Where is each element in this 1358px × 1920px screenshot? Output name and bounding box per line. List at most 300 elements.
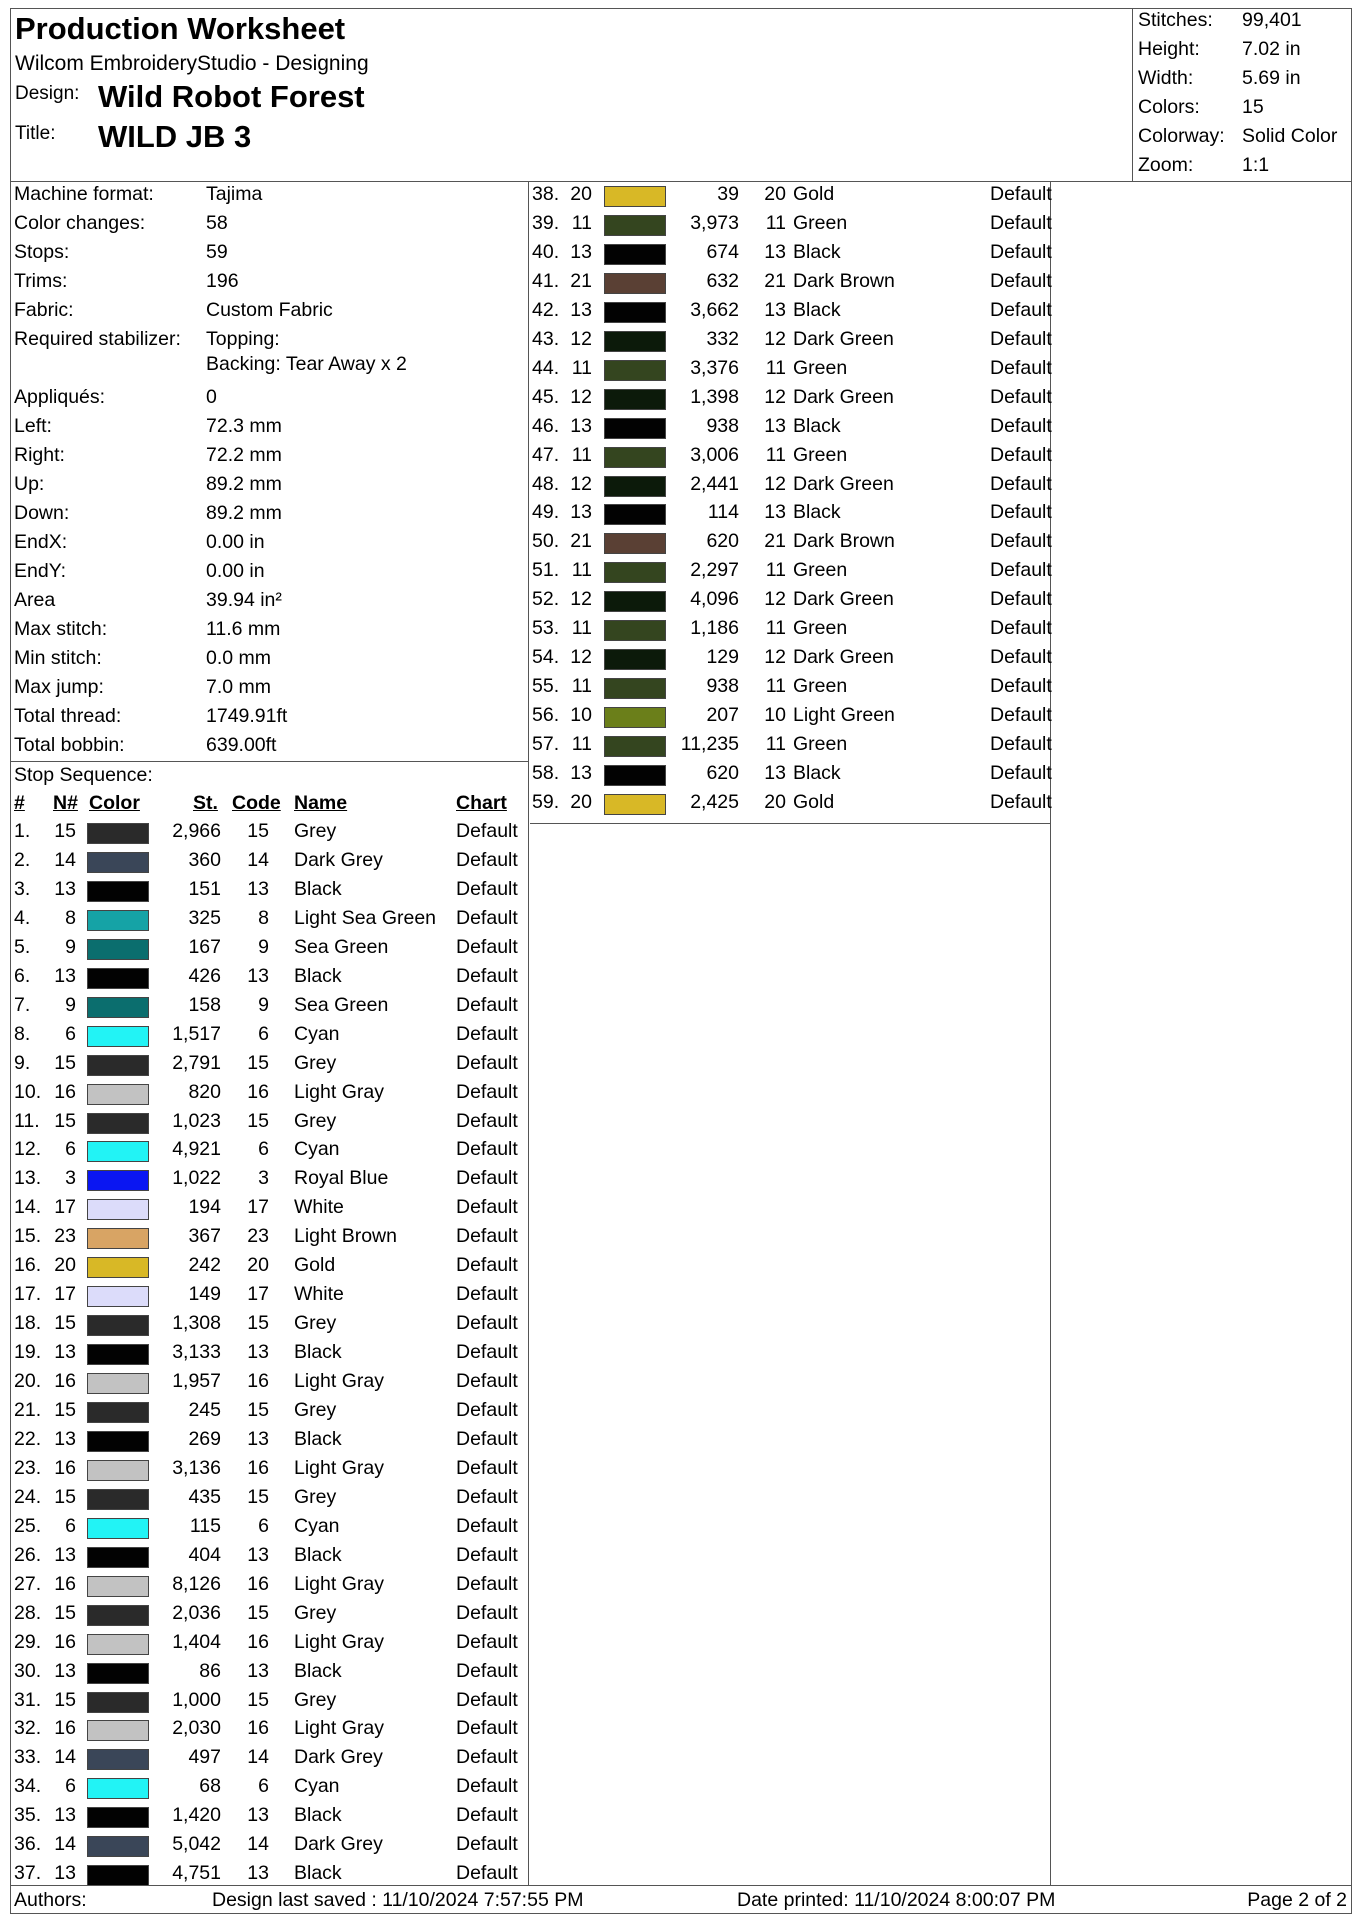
row-index: 28. [14,1601,42,1624]
row-stitches: 497 [188,1746,221,1769]
table-row [530,414,1051,443]
row-code: 15 [247,1688,269,1711]
row-color-name: Green [793,443,848,466]
row-stitches: 332 [706,327,739,350]
worksheet-footer [11,1885,1351,1914]
row-needle: 15 [54,820,76,842]
row-color-name: Dark Green [793,327,894,350]
row-needle: 21 [570,530,592,553]
row-color-name: Light Gray [294,1572,384,1595]
info-label: Area [14,589,56,611]
row-color-name: Green [793,211,848,234]
color-swatch [87,1865,149,1886]
row-chart: Default [456,935,518,958]
row-code: 13 [247,1427,269,1450]
row-index: 6. [14,964,31,987]
table-row [11,1253,529,1282]
color-swatch [87,939,149,960]
row-code: 15 [247,1109,269,1132]
row-code: 12 [764,588,786,611]
row-code: 13 [764,501,786,524]
table-row [11,848,529,877]
table-row [11,1485,529,1514]
row-index: 15. [14,1225,42,1248]
info-value: 196 [206,270,239,292]
row-color-name: Light Green [793,704,895,727]
color-swatch [87,881,149,902]
color-swatch [87,1663,149,1684]
stop-sequence-continued [530,182,1051,824]
design-label: Design: [15,83,80,104]
info-value: 7.0 mm [206,676,272,698]
color-swatch [87,1489,149,1510]
row-stitches: 115 [189,1514,221,1537]
row-index: 41. [532,269,560,292]
stat-value: 99,401 [1242,9,1302,31]
row-stitches: 674 [706,240,739,263]
table-row [11,1398,529,1427]
row-color-name: Dark Brown [793,530,895,553]
row-color-name: Green [793,617,848,640]
table-row [530,269,1051,298]
col-stitches: St. [193,792,218,814]
row-code: 14 [247,1833,269,1856]
stat-stitches [1138,9,1348,38]
row-needle: 6 [65,1022,76,1045]
row-chart: Default [990,183,1052,205]
stat-value: 5.69 in [1242,67,1301,89]
row-chart: Default [456,1659,518,1682]
table-row [11,819,529,848]
row-color-name: Grey [294,1051,337,1074]
row-color-name: Light Sea Green [294,906,437,929]
row-code: 20 [247,1254,269,1277]
row-needle: 13 [54,877,76,900]
row-code: 13 [247,1341,269,1364]
row-index: 9. [14,1051,31,1074]
row-index: 35. [14,1804,42,1827]
table-row [530,298,1051,327]
row-chart: Default [456,1225,518,1248]
row-color-name: Black [793,762,841,784]
row-needle: 11 [571,559,592,582]
row-code: 9 [258,993,269,1016]
row-code: 20 [764,183,786,205]
info-value: 0.00 in [206,531,265,553]
info-value: 59 [206,241,228,263]
table-row [11,1745,529,1774]
row-index: 54. [532,646,560,669]
row-chart: Default [456,1080,518,1103]
row-needle: 16 [54,1572,76,1595]
row-stitches: 11,235 [680,733,739,756]
row-color-name: Grey [294,1109,337,1132]
row-chart: Default [456,1283,518,1306]
table-row [530,327,1051,356]
stat-value: 1:1 [1242,154,1270,176]
table-row [11,1109,529,1138]
date-printed: Date printed: 11/10/2024 8:00:07 PM [737,1889,1056,1911]
row-stitches: 269 [188,1427,221,1450]
row-color-name: Light Gray [294,1080,384,1103]
row-color-name: Dark Green [793,588,894,611]
row-code: 12 [764,327,786,350]
table-row [11,1427,529,1456]
row-index: 43. [532,327,560,350]
row-stitches: 149 [188,1283,221,1306]
row-needle: 14 [54,848,76,871]
row-code: 11 [765,443,786,466]
row-color-name: Black [793,501,841,524]
row-stitches: 3,376 [690,356,739,379]
row-color-name: Green [793,356,848,379]
row-stitches: 5,042 [172,1833,221,1856]
row-stitches: 404 [188,1543,221,1566]
row-needle: 17 [54,1196,76,1219]
row-index: 20. [14,1370,42,1393]
row-chart: Default [456,1717,518,1740]
row-needle: 11 [571,733,592,756]
row-chart: Default [456,1341,518,1364]
row-index: 39. [532,211,560,234]
row-index: 40. [532,240,560,263]
color-swatch [604,273,666,294]
row-chart: Default [456,1601,518,1624]
col-chart: Chart [456,792,507,814]
row-index: 29. [14,1630,42,1653]
info-value: 39.94 in² [206,589,282,611]
row-code: 23 [247,1225,269,1248]
info-value: 1749.91ft [206,705,288,727]
row-needle: 13 [54,1804,76,1827]
color-swatch [87,1373,149,1394]
row-color-name: Grey [294,1485,337,1508]
info-label: Right: [14,444,65,466]
row-needle: 20 [54,1254,76,1277]
info-label: Fabric: [14,299,74,321]
application-name: Wilcom EmbroideryStudio - Designing [15,52,369,75]
row-index: 19. [14,1341,42,1364]
row-color-name: White [294,1196,344,1219]
row-index: 23. [14,1456,42,1479]
info-value: 0.0 mm [206,647,272,669]
row-needle: 12 [570,327,592,350]
row-needle: 16 [54,1456,76,1479]
empty-column [530,824,1051,1885]
info-label: Trims: [14,270,68,292]
info-value: 89.2 mm [206,502,282,524]
row-stitches: 3,662 [690,298,739,321]
row-index: 49. [532,501,560,524]
info-label: Total bobbin: [14,734,125,756]
color-swatch [604,331,666,352]
row-code: 13 [247,877,269,900]
table-row [530,645,1051,674]
row-code: 12 [764,472,786,495]
color-swatch [87,910,149,931]
color-swatch [87,1170,149,1191]
row-index: 51. [532,559,560,582]
row-chart: Default [456,1833,518,1856]
row-index: 30. [14,1659,42,1682]
row-needle: 15 [54,1485,76,1508]
color-swatch [87,1257,149,1278]
row-chart: Default [990,675,1052,698]
row-stitches: 2,030 [172,1717,221,1740]
row-needle: 23 [54,1225,76,1248]
row-code: 16 [247,1717,269,1740]
row-stitches: 2,425 [690,790,739,813]
row-chart: Default [456,877,518,900]
row-chart: Default [456,1630,518,1653]
stop-sequence-header [11,792,529,818]
row-index: 27. [14,1572,42,1595]
info-label: Max jump: [14,676,104,698]
info-value: Backing: Tear Away x 2 [206,353,407,375]
color-swatch [604,476,666,497]
row-stitches: 68 [199,1775,221,1798]
row-chart: Default [456,820,518,842]
row-code: 6 [258,1138,269,1161]
table-row [11,1080,529,1109]
table-row [530,587,1051,616]
row-index: 25. [14,1514,42,1537]
info-label: Required stabilizer: [14,328,181,350]
row-index: 12. [14,1138,42,1161]
color-swatch [604,620,666,641]
row-stitches: 207 [706,704,739,727]
stop-sequence-title: Stop Sequence: [14,764,153,786]
design-title: WILD JB 3 [98,119,252,154]
row-needle: 11 [571,356,592,379]
row-chart: Default [990,790,1052,813]
table-row [11,1803,529,1832]
table-row [11,1166,529,1195]
row-code: 15 [247,1399,269,1421]
row-color-name: Dark Brown [793,269,895,292]
row-color-name: Black [793,414,841,437]
row-stitches: 1,398 [690,385,739,408]
row-chart: Default [456,906,518,929]
table-row [11,1195,529,1224]
row-stitches: 194 [188,1196,221,1219]
row-stitches: 2,036 [172,1601,221,1624]
table-row [11,1137,529,1166]
row-needle: 12 [570,646,592,669]
row-needle: 13 [570,501,592,524]
info-value: 0.00 in [206,560,265,582]
row-color-name: Light Gray [294,1717,384,1740]
row-index: 59. [532,790,560,813]
row-needle: 10 [570,704,592,727]
row-needle: 15 [54,1312,76,1335]
row-chart: Default [456,993,518,1016]
row-chart: Default [990,617,1052,640]
row-color-name: Gold [793,790,835,813]
table-row [11,1340,529,1369]
row-index: 45. [532,385,560,408]
row-needle: 6 [65,1514,76,1537]
row-color-name: Cyan [294,1775,340,1798]
row-needle: 9 [65,935,76,958]
row-color-name: Grey [294,1399,337,1421]
color-swatch [604,707,666,728]
row-stitches: 8,126 [172,1572,221,1595]
row-color-name: Black [294,877,342,900]
row-color-name: Grey [294,1312,337,1335]
color-swatch [87,1576,149,1597]
row-color-name: Sea Green [294,993,389,1016]
stat-label: Colors: [1138,96,1200,118]
row-chart: Default [456,1051,518,1074]
info-value: Topping: [206,328,280,350]
row-needle: 13 [54,1427,76,1450]
col-code: Code [232,792,281,814]
row-chart: Default [990,530,1052,553]
row-index: 36. [14,1833,42,1856]
row-stitches: 1,000 [172,1688,221,1711]
row-stitches: 820 [188,1080,221,1103]
row-chart: Default [456,1572,518,1595]
row-code: 14 [247,848,269,871]
row-needle: 6 [65,1138,76,1161]
row-chart: Default [990,704,1052,727]
table-row [11,877,529,906]
table-row [530,703,1051,732]
row-needle: 16 [54,1717,76,1740]
color-swatch [604,215,666,236]
table-row [11,1688,529,1717]
color-swatch [604,678,666,699]
info-value: 58 [206,212,228,234]
info-value: Tajima [206,183,263,205]
row-code: 11 [765,675,786,698]
row-index: 3. [14,877,31,900]
row-chart: Default [990,762,1052,784]
table-row [11,1601,529,1630]
row-code: 15 [247,1051,269,1074]
row-index: 24. [14,1485,42,1508]
row-index: 47. [532,443,560,466]
row-index: 56. [532,704,560,727]
info-label: Appliqués: [14,386,106,408]
row-needle: 3 [65,1167,76,1190]
row-index: 8. [14,1022,31,1045]
row-stitches: 3,133 [172,1341,221,1364]
row-code: 13 [247,1804,269,1827]
color-swatch [87,852,149,873]
row-index: 34. [14,1775,42,1798]
row-code: 17 [247,1196,269,1219]
stat-label: Height: [1138,38,1200,60]
row-index: 13. [14,1167,42,1190]
row-chart: Default [456,1775,518,1798]
row-code: 13 [764,414,786,437]
table-row [530,558,1051,587]
info-value: 11.6 mm [206,618,281,640]
row-index: 53. [532,617,560,640]
row-needle: 13 [570,240,592,263]
row-index: 5. [14,935,31,958]
row-stitches: 435 [188,1485,221,1508]
row-chart: Default [990,298,1052,321]
table-row [11,1224,529,1253]
row-code: 16 [247,1370,269,1393]
last-saved: Design last saved : 11/10/2024 7:57:55 PM [212,1889,584,1911]
color-swatch [604,360,666,381]
row-needle: 13 [570,298,592,321]
row-needle: 11 [571,443,592,466]
row-stitches: 1,308 [172,1312,221,1335]
row-needle: 12 [570,385,592,408]
row-code: 16 [247,1572,269,1595]
color-swatch [87,1720,149,1741]
row-chart: Default [990,646,1052,669]
table-row [530,240,1051,269]
row-stitches: 1,022 [172,1167,221,1190]
row-needle: 15 [54,1051,76,1074]
row-stitches: 360 [188,848,221,871]
row-color-name: Cyan [294,1514,340,1537]
row-color-name: Dark Green [793,472,894,495]
row-needle: 17 [54,1283,76,1306]
row-stitches: 938 [706,675,739,698]
color-swatch [604,186,666,207]
row-index: 21. [14,1399,42,1421]
stat-colorway [1138,125,1348,154]
row-code: 11 [765,211,786,234]
row-color-name: Black [294,1341,342,1364]
row-code: 6 [258,1775,269,1798]
stat-label: Colorway: [1138,125,1225,147]
color-swatch [87,1431,149,1452]
table-row [530,211,1051,240]
stat-label: Stitches: [1138,9,1213,31]
color-swatch [87,823,149,844]
row-color-name: Dark Grey [294,1833,383,1856]
row-code: 14 [247,1746,269,1769]
row-color-name: Black [294,1543,342,1566]
color-swatch [87,1084,149,1105]
stat-value: 15 [1242,96,1264,118]
row-code: 11 [765,617,786,640]
row-chart: Default [990,385,1052,408]
row-code: 15 [247,1485,269,1508]
row-code: 15 [247,820,269,842]
row-chart: Default [456,1022,518,1045]
row-needle: 13 [54,1659,76,1682]
col-name: Name [294,792,348,814]
color-swatch [87,1749,149,1770]
row-index: 22. [14,1427,42,1450]
table-row [530,761,1051,790]
info-label: EndY: [14,560,67,582]
row-needle: 13 [54,1341,76,1364]
header-titles [11,9,1132,181]
row-color-name: Black [294,1862,342,1885]
row-color-name: Green [793,559,848,582]
row-chart: Default [456,1543,518,1566]
row-needle: 12 [570,588,592,611]
row-stitches: 620 [706,530,739,553]
color-swatch [87,1315,149,1336]
color-swatch [87,1634,149,1655]
color-swatch [87,968,149,989]
table-row [11,964,529,993]
row-chart: Default [990,414,1052,437]
info-label: Down: [14,502,70,524]
info-label: Max stitch: [14,618,108,640]
